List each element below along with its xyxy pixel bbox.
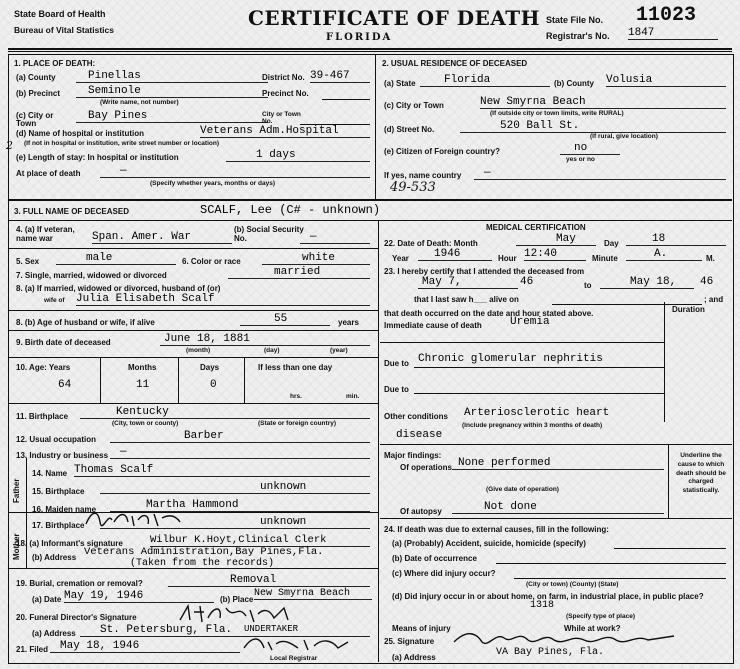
registrar-signature: [242, 634, 362, 654]
death-month-value: May: [516, 234, 596, 246]
section-rule: [8, 199, 732, 201]
death-date-label: 22. Date of Death: Month: [384, 239, 478, 248]
stay-note: (Specify whether years, months or days): [150, 180, 275, 187]
age-months-value: 11: [136, 379, 150, 391]
country-label: If yes, name country: [384, 171, 462, 180]
residence-heading: 2. USUAL RESIDENCE OF DECEASED: [382, 59, 528, 68]
row-rule-8b: [8, 330, 378, 331]
to-label: to: [584, 281, 592, 290]
citizen-label: (e) Citizen of Foreign country?: [384, 147, 500, 156]
funeral-director-signature: [176, 602, 306, 626]
hospital-value: Veterans Adm.Hospital: [200, 126, 370, 138]
header-rule: [8, 48, 732, 50]
physician-signature-label: 25. Signature: [384, 637, 435, 646]
years-label: years: [338, 318, 359, 327]
row-rule-9: [8, 357, 378, 358]
autopsy-label: Of autopsy: [400, 507, 442, 516]
birthplace-city-note: (City, town or county): [112, 420, 179, 427]
other-conditions-cont: disease: [396, 429, 443, 441]
attended-year-1: 46: [520, 276, 534, 288]
color-value: white: [262, 253, 370, 265]
and-label: ; and: [704, 295, 724, 304]
district-label: District No.: [262, 73, 305, 82]
age-divider-3: [244, 357, 245, 403]
filed-label: 21. Filed: [16, 645, 49, 654]
precinct-number-line: [322, 99, 370, 100]
operations-label: Of operations: [400, 463, 453, 472]
spouse-value: Julia Elisabeth Scalf: [76, 294, 370, 306]
burial-date-value: May 19, 1946: [64, 591, 214, 603]
mother-side-label: Mother: [12, 533, 21, 560]
place-of-death-heading: 1. PLACE OF DEATH:: [14, 59, 96, 68]
m-label: M.: [706, 254, 715, 263]
birth-month-note: (month): [186, 347, 211, 354]
at-place-label: At place of death: [16, 169, 81, 178]
father-side-label: Father: [12, 478, 21, 503]
director-address-value: St. Petersburg, Fla.: [80, 625, 370, 637]
attended-label: 23. I hereby certify that I attended the deceased from: [384, 267, 585, 276]
age-years-label: 10. Age: Years: [16, 363, 71, 372]
external-heading: 24. If death was due to external causes, fill in the following:: [384, 525, 609, 534]
age-days-label: Days: [200, 363, 220, 372]
res-street-label: (d) Street No.: [384, 125, 435, 134]
probable-cause-line: [614, 548, 726, 549]
county-value: Pinellas: [76, 71, 268, 83]
informant-address-value: Veterans Administration,Bay Pines,Fla.: [84, 546, 324, 558]
res-street-note: (If rural, give location): [590, 133, 658, 140]
state-file-label: State File No.: [546, 15, 604, 25]
burial-place-label: (b) Place: [220, 595, 254, 604]
informant-address-label: (b) Address: [32, 553, 77, 562]
hospital-label: (d) Name of hospital or institution: [16, 129, 144, 138]
injury-where-sub: (City or town) (County) (State): [526, 581, 619, 588]
birth-year-note: (year): [330, 347, 348, 354]
mother-name-label: 16. Maiden name: [32, 505, 97, 514]
res-county-value: Volusia: [606, 75, 726, 87]
res-county-label: (b) County: [554, 79, 594, 88]
age-years-value: 64: [58, 379, 72, 391]
occupation-value: Barber: [110, 431, 370, 443]
veteran-label: 4. (a) If veteran, name war: [16, 225, 75, 243]
minutes-label: min.: [346, 393, 360, 400]
board-name: State Board of Health: [14, 9, 106, 19]
document-title: CERTIFICATE OF DEATH: [248, 6, 541, 30]
informant-signature-label: 18. (a) Informant's signature: [16, 539, 123, 548]
row-rule-4: [8, 248, 378, 249]
birth-date-label: 9. Birth date of deceased: [16, 338, 111, 347]
attended-year-2: 46: [700, 276, 714, 288]
due-to-label-2: Due to: [384, 385, 409, 394]
father-name-value: Thomas Scalf: [74, 465, 370, 477]
death-year-value: 1946: [418, 249, 492, 261]
bureau-name: Bureau of Vital Statistics: [14, 25, 114, 35]
margin-mark: 2: [6, 139, 13, 152]
birthplace-state-note: (State or foreign country): [258, 420, 337, 427]
medical-heading: MEDICAL CERTIFICATION: [486, 223, 586, 232]
birthplace-label: 11. Birthplace: [16, 412, 69, 421]
immediate-cause-value: Uremia: [510, 316, 550, 328]
spouse-age-label: 8. (b) Age of husband or wife, if alive: [16, 318, 155, 327]
cause-line-3: [414, 393, 664, 394]
filed-value: May 18, 1946: [50, 641, 240, 653]
death-year-label: Year: [392, 254, 409, 263]
occurrence-date-label: (b) Date of occurrence: [392, 554, 477, 563]
father-birthplace-value: unknown: [100, 482, 370, 494]
color-label: 6. Color or race: [182, 257, 241, 266]
marital-value: married: [228, 267, 370, 279]
father-name-label: 14. Name: [32, 469, 68, 478]
birth-day-note: (day): [264, 347, 280, 354]
at-place-value: —: [100, 166, 370, 178]
physician-address-value: VA Bay Pines, Fla.: [496, 647, 605, 658]
immediate-cause-label: Immediate cause of death: [384, 321, 482, 330]
other-conditions-note: (Include pregnancy within 3 months of death): [462, 422, 603, 429]
occupation-label: 12. Usual occupation: [16, 435, 97, 444]
duration-divider: [664, 302, 665, 422]
citizen-note: yes or no: [566, 156, 595, 163]
citizen-value: no: [560, 143, 620, 155]
row-rule-10: [8, 403, 378, 404]
due-to-label-1: Due to: [384, 359, 409, 368]
row-rule-other: [380, 444, 732, 445]
physician-address-label: (a) Address: [392, 653, 436, 662]
city-label: (c) City or Town: [16, 111, 54, 129]
informant-address-note: (Taken from the records): [130, 558, 275, 569]
injury-home-sub: (Specify type of place): [566, 613, 635, 620]
father-birthplace-label: 15. Birthplace: [32, 487, 85, 496]
injury-where-label: (c) Where did injury occur?: [392, 569, 496, 578]
burial-place-value: New Smyrna Beach: [254, 589, 372, 600]
precinct-number-label: Precinct No.: [262, 89, 309, 98]
age-divider-1: [100, 357, 101, 403]
last-saw-label: that I last saw h___ alive on: [414, 295, 519, 304]
res-state-value: Florida: [420, 75, 550, 87]
spouse-label: 8. (a) If married, widowed or divorced, husband of (or): [16, 284, 221, 293]
operation-date-note: (Give date of operation): [486, 486, 559, 493]
duration-label: Duration: [672, 305, 705, 314]
birth-date-value: June 18, 1881: [160, 334, 370, 346]
industry-label: 13. Industry or business: [16, 451, 109, 460]
injury-where-line: [514, 578, 726, 579]
less-than-day-label: If less than one day: [258, 363, 333, 372]
veteran-value: Span. Amer. War: [92, 232, 232, 244]
means-of-injury-label: Means of injury: [392, 624, 451, 633]
social-security-value: —: [300, 232, 370, 244]
stay-value: 1 days: [226, 150, 370, 162]
precinct-value: Seminole: [76, 86, 268, 98]
stay-label: (e) Length of stay: In hospital or institution: [16, 153, 179, 162]
residence-misc-number: 49-533: [390, 180, 436, 195]
city-value: Bay Pines: [76, 111, 268, 123]
while-at-work-label: While at work?: [564, 624, 621, 633]
precinct-note: (Write name, not number): [100, 99, 179, 106]
birthplace-value: Kentucky: [80, 407, 370, 419]
county-label: (a) County: [16, 73, 56, 82]
state-name: FLORIDA: [326, 32, 393, 43]
registrar-label: Registrar's No.: [546, 31, 610, 41]
res-state-label: (a) State: [384, 79, 416, 88]
funeral-director-label: 20. Funeral Director's Signature: [16, 613, 137, 622]
operations-value: None performed: [452, 458, 664, 470]
burial-value: Removal: [168, 575, 370, 587]
age-divider-2: [178, 357, 179, 403]
full-name-value: SCALF, Lee (C# - unknown): [200, 203, 381, 217]
social-security-label: (b) Social Security No.: [234, 225, 304, 243]
header-rule-2: [8, 51, 732, 52]
underline-note-divider: [668, 444, 669, 518]
misc-code: 1318: [530, 600, 555, 611]
death-ampm-value: A.: [626, 249, 702, 261]
death-day-label: Day: [604, 239, 619, 248]
industry-value: —: [110, 447, 370, 459]
burial-label: 19. Burial, cremation or removal?: [16, 579, 143, 588]
other-conditions-value: Arteriosclerotic heart: [464, 407, 610, 419]
scrawl-signature: [84, 508, 194, 530]
res-city-value: New Smyrna Beach: [480, 97, 726, 109]
full-name-label: 3. FULL NAME OF DECEASED: [14, 207, 129, 216]
occurrence-date-line: [496, 563, 726, 564]
city-town-number-label: City or Town No.: [262, 111, 301, 125]
death-day-value: 18: [626, 234, 726, 246]
row-rule-8a: [8, 310, 378, 311]
injury-home-label: (d) Did injury occur in or about home, on farm, in industrial place, in public place?: [392, 592, 704, 601]
director-extra: UNDERTAKER: [244, 624, 299, 634]
spouse-sub-label: wife of: [44, 297, 65, 304]
hours-label: hrs.: [290, 393, 302, 400]
other-conditions-label: Other conditions: [384, 412, 448, 421]
age-days-value: 0: [210, 379, 217, 391]
marital-label: 7. Single, married, widowed or divorced: [16, 271, 167, 280]
res-city-note: (If outside city or town limits, write RURAL): [490, 110, 624, 117]
autopsy-value: Not done: [452, 502, 664, 514]
spouse-age-value: 55: [240, 314, 330, 326]
divider-main: [378, 220, 379, 662]
res-street-value: 520 Ball St.: [460, 121, 726, 133]
registrar-number: 1847: [628, 28, 718, 40]
state-file-number: 11023: [636, 4, 697, 27]
attended-from-value: May 7,: [418, 277, 518, 289]
informant-signature-value: Wilbur K.Hoyt,Clinical Clerk: [150, 535, 370, 547]
mother-birthplace-value: unknown: [100, 517, 370, 529]
mother-name-value: Martha Hammond: [110, 500, 370, 512]
mother-birthplace-label: 17. Birthplace: [32, 521, 85, 530]
death-minute-label: Minute: [592, 254, 618, 263]
attended-to-value: May 18,: [600, 277, 694, 289]
divider-top: [375, 54, 376, 199]
death-hour-value: 12:40: [524, 249, 586, 261]
director-address-label: (a) Address: [32, 629, 76, 638]
physician-signature: [452, 628, 682, 648]
sex-value: male: [56, 253, 176, 265]
major-findings-label: Major findings:: [384, 451, 442, 460]
district-value: 39-467: [310, 71, 370, 83]
country-value: —: [474, 168, 726, 180]
sex-label: 5. Sex: [16, 257, 40, 266]
hospital-note: (If not in hospital or institution, write street number or location): [24, 140, 219, 147]
cause-line-1: [380, 342, 664, 343]
parents-side-divider: [26, 458, 27, 568]
row-rule-autopsy: [380, 518, 732, 519]
cause-line-2: [414, 367, 664, 368]
res-city-label: (c) City or Town: [384, 101, 444, 110]
precinct-label: (b) Precinct: [16, 89, 61, 98]
name-rule: [8, 220, 732, 221]
age-months-label: Months: [128, 363, 157, 372]
death-hour-label: Hour: [498, 254, 517, 263]
death-occurred-label: that death occurred on the date and hour stated above.: [384, 309, 594, 318]
probable-cause-label: (a) (Probably) Accident, suicide, homicide (specify): [392, 539, 586, 548]
burial-date-label: (a) Date: [32, 595, 62, 604]
underline-cause-note: Underline the cause to which death should be charged statistically.: [676, 452, 726, 495]
local-registrar-label: Local Registrar: [270, 655, 318, 662]
cause-2-value: Chronic glomerular nephritis: [418, 353, 603, 365]
